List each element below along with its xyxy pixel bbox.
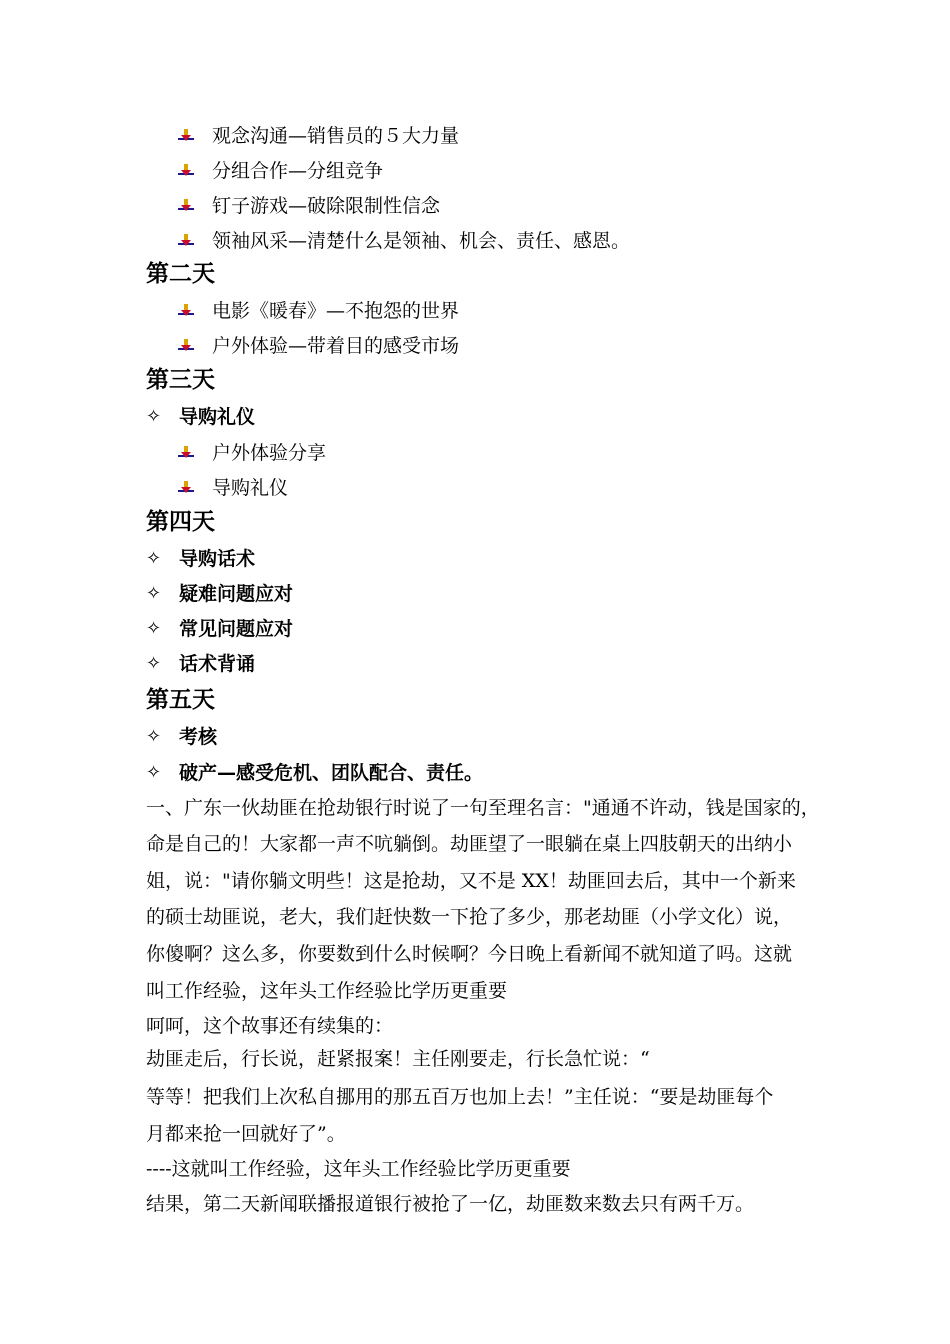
paragraph-line: 呵呵，这个故事还有续集的：	[146, 1015, 394, 1037]
four-point-star-icon: ✧	[146, 762, 162, 783]
paragraph-line: 劫匪走后，行长说，赶紧报案！主任刚要走，行长急忙说：“	[146, 1048, 650, 1070]
topic-text: 常见问题应对	[179, 618, 294, 640]
four-point-star-icon: ✧	[146, 406, 162, 427]
arrow-down-bullet-icon	[178, 304, 194, 318]
topic-text: 破产—感受危机、团队配合、责任。	[179, 762, 484, 784]
paragraph-line: 月都来抢一回就好了”。	[146, 1123, 346, 1145]
topic-text: 疑难问题应对	[179, 583, 294, 605]
arrow-down-bullet-icon	[178, 339, 194, 353]
paragraph-line: 姐，说："请你躺文明些！这是抢劫，又不是 XX！劫匪回去后，其中一个新来	[146, 870, 796, 892]
arrow-down-bullet-icon	[178, 164, 194, 178]
arrow-down-bullet-icon	[178, 129, 194, 143]
paragraph-line: 结果，第二天新闻联播报道银行被抢了一亿，劫匪数来数去只有两千万。	[146, 1193, 755, 1215]
list-item-text: 钉子游戏—破除限制性信念	[212, 195, 441, 217]
paragraph-line: 命是自己的！大家都一声不吭躺倒。劫匪望了一眼躺在桌上四肢朝天的出纳小	[146, 833, 793, 855]
arrow-down-bullet-icon	[178, 446, 194, 460]
arrow-down-bullet-icon	[178, 234, 194, 248]
list-item-text: 领袖风采—清楚什么是领袖、机会、责任、感恩。	[212, 230, 631, 252]
paragraph-line: 你傻啊？这么多，你要数到什么时候啊？今日晚上看新闻不就知道了吗。这就	[146, 943, 793, 965]
paragraph-line: 叫工作经验，这年头工作经验比学历更重要	[146, 980, 508, 1002]
list-item-text: 户外体验—带着目的感受市场	[212, 335, 460, 357]
paragraph-line: 等等！把我们上次私自挪用的那五百万也加上去！”主任说：“要是劫匪每个	[146, 1086, 774, 1108]
four-point-star-icon: ✧	[146, 583, 162, 604]
list-item-text: 电影《暖春》—不抱怨的世界	[212, 300, 460, 322]
arrow-down-bullet-icon	[178, 199, 194, 213]
topic-text: 导购话术	[179, 548, 256, 570]
day-heading: 第五天	[146, 687, 215, 713]
four-point-star-icon: ✧	[146, 653, 162, 674]
paragraph-line: 一、广东一伙劫匪在抢劫银行时说了一句至理名言："通通不许动，钱是国家的，	[146, 797, 820, 819]
topic-text: 考核	[179, 726, 218, 748]
paragraph-line: 的硕士劫匪说，老大，我们赶快数一下抢了多少，那老劫匪（小学文化）说，	[146, 906, 793, 928]
topic-text: 导购礼仪	[179, 406, 256, 428]
list-item-text: 观念沟通—销售员的５大力量	[212, 125, 460, 147]
arrow-down-bullet-icon	[178, 481, 194, 495]
day-heading: 第二天	[146, 261, 215, 287]
four-point-star-icon: ✧	[146, 726, 162, 747]
list-item-text: 户外体验分享	[212, 442, 327, 464]
list-item-text: 导购礼仪	[212, 477, 289, 499]
paragraph-line: ----这就叫工作经验，这年头工作经验比学历更重要	[146, 1158, 571, 1180]
list-item-text: 分组合作—分组竞争	[212, 160, 384, 182]
topic-text: 话术背诵	[179, 653, 256, 675]
four-point-star-icon: ✧	[146, 618, 162, 639]
day-heading: 第四天	[146, 509, 215, 535]
day-heading: 第三天	[146, 367, 215, 393]
four-point-star-icon: ✧	[146, 548, 162, 569]
